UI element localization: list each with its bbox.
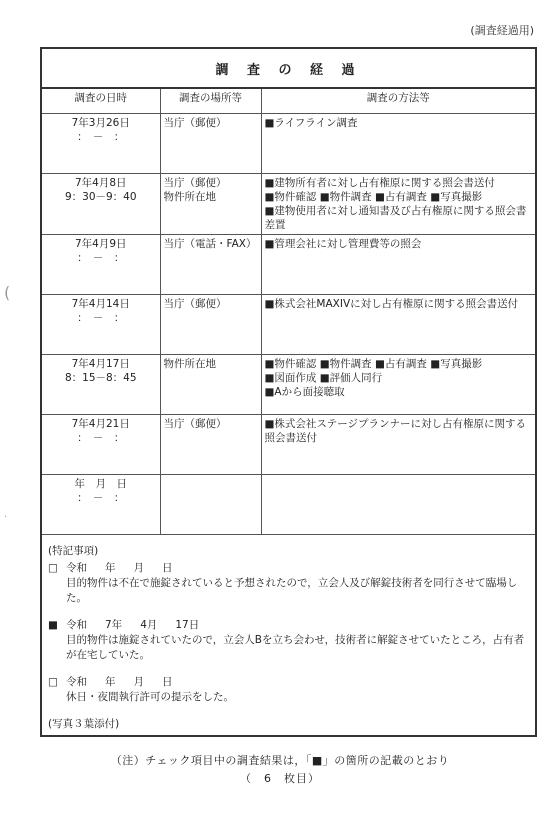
method-line: ■Aから面接聴取 (264, 386, 345, 398)
header-method: 調査の方法等 (261, 89, 535, 114)
table-row (42, 415, 535, 475)
method-line: ■建物使用者に対し通知書及び占有権原に関する照会書差置 (264, 205, 527, 231)
month-text: 月 (133, 676, 144, 688)
year-text: 年 (105, 562, 116, 574)
header-place: 調査の場所等 (160, 89, 261, 114)
day-text: 日 (162, 562, 173, 574)
cell-date-time (42, 475, 160, 535)
cell-place (160, 355, 261, 415)
time-text: 9：30－9：40 (64, 191, 137, 203)
date-text: 7年4月17日 (71, 358, 130, 370)
cell-method (261, 295, 535, 355)
checkbox-icon: ■ (48, 619, 58, 631)
note-item (48, 618, 529, 663)
table-row (42, 174, 535, 235)
cell-method (261, 114, 535, 174)
cell-method (261, 415, 535, 475)
table-row (42, 114, 535, 174)
table-row (42, 295, 535, 355)
cell-date-time (42, 415, 160, 475)
date-text: 7年3月26日 (71, 117, 130, 129)
survey-log-table (42, 89, 535, 535)
cell-place (160, 415, 261, 475)
month-text: 4月 (140, 619, 158, 631)
cell-method (261, 174, 535, 235)
cell-place (160, 114, 261, 174)
place-text: 当庁（郵便） (163, 117, 227, 129)
scan-artifact-mark: · (4, 512, 8, 523)
footer-note: （注）チェック項目中の調査結果は，「■」の箇所の記載のとおり (110, 754, 450, 767)
place-text: 物件所在地 (163, 358, 216, 370)
method-line: ■図面作成 ■評価人同行 (264, 372, 383, 384)
method-line: ■物件確認 ■物件調査 ■占有調査 ■写真撮影 (264, 358, 483, 370)
method-line: ■物件確認 ■物件調査 ■占有調査 ■写真撮影 (264, 191, 483, 203)
time-text: 8：15－8：45 (64, 372, 137, 384)
time-text: ： － ： (77, 432, 125, 444)
place-text: 当庁（郵便） 物件所在地 (163, 177, 227, 203)
document-type-label: (調査経過用) (470, 24, 534, 37)
day-text: 日 (162, 676, 173, 688)
method-line: ■建物所有者に対し占有権原に関する照会書送付 (264, 177, 495, 189)
note-item (48, 561, 529, 606)
cell-date-time (42, 355, 160, 415)
place-text: 当庁（郵便） (163, 298, 227, 310)
month-text: 月 (133, 562, 144, 574)
cell-method (261, 355, 535, 415)
survey-progress-form (40, 47, 537, 737)
table-header-row (42, 89, 535, 114)
cell-date-time (42, 114, 160, 174)
date-text: 年 月 日 (74, 478, 127, 490)
day-text: 17日 (175, 619, 200, 631)
cell-date-time (42, 174, 160, 235)
note-text: 目的物件は施錠されていたので，立会人Bを立ち会わせ，技術者に解錠させていたところ，占有者が在宅していた。 (66, 634, 525, 661)
scan-artifact-mark: ( (4, 283, 11, 302)
cell-method (261, 475, 535, 535)
cell-date-time (42, 235, 160, 295)
header-date: 調査の日時 (42, 89, 160, 114)
section-title: 調 査 の 経 過 (42, 49, 535, 89)
cell-place (160, 475, 261, 535)
table-row (42, 355, 535, 415)
page-count: （ 6 枚目） (240, 772, 320, 785)
note-item (48, 675, 529, 705)
table-row (42, 475, 535, 535)
time-text: ： － ： (77, 131, 125, 143)
photos-attached-note: (写真３葉添付) (48, 718, 120, 730)
year-text: 7年 (105, 619, 123, 631)
era-text: 令和 (66, 676, 87, 688)
cell-date-time (42, 295, 160, 355)
special-notes (42, 535, 535, 732)
method-line: ■株式会社MAXIVに対し占有権原に関する照会書送付 (264, 298, 519, 310)
date-text: 7年4月9日 (74, 238, 127, 250)
date-text: 7年4月8日 (74, 177, 127, 189)
cell-place (160, 174, 261, 235)
era-text: 令和 (66, 619, 87, 631)
time-text: ： － ： (77, 252, 125, 264)
place-text: 当庁（電話・FAX） (163, 238, 257, 250)
era-text: 令和 (66, 562, 87, 574)
note-text: 休日・夜間執行許可の提示をした。 (66, 691, 234, 703)
cell-place (160, 235, 261, 295)
method-line: ■ライフライン調査 (264, 117, 358, 129)
note-text: 目的物件は不在で施錠されていると予想されたので，立会人及び解錠技術者を同行させて臨場した。 (66, 577, 518, 604)
notes-title: (特記事項) (48, 545, 99, 557)
date-text: 7年4月14日 (71, 298, 130, 310)
time-text: ： － ： (77, 492, 125, 504)
cell-place (160, 295, 261, 355)
checkbox-icon: □ (48, 562, 58, 574)
time-text: ： － ： (77, 312, 125, 324)
cell-method (261, 235, 535, 295)
place-text: 当庁（郵便） (163, 418, 227, 430)
year-text: 年 (105, 676, 116, 688)
date-text: 7年4月21日 (71, 418, 130, 430)
method-line: ■株式会社ステージプランナーに対し占有権原に関する照会書送付 (264, 418, 526, 444)
checkbox-icon: □ (48, 676, 58, 688)
table-row (42, 235, 535, 295)
method-line: ■管理会社に対し管理費等の照会 (264, 238, 422, 250)
